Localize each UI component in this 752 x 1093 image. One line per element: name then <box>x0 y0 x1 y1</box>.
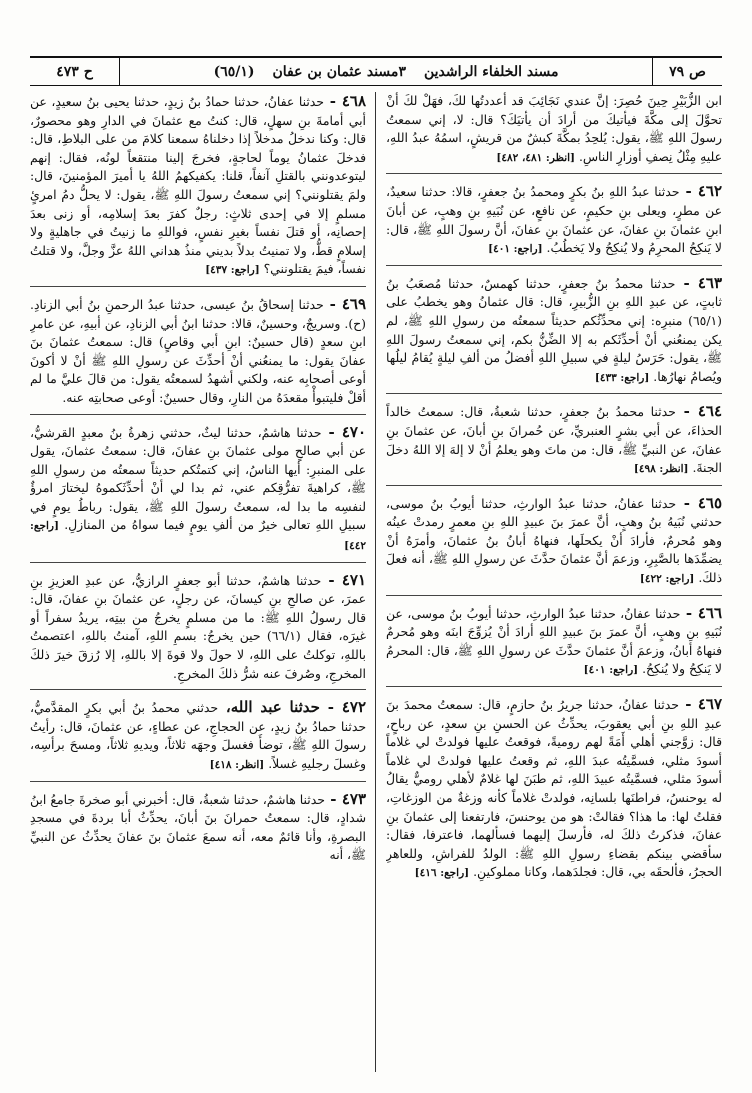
hadith-number: ٤٧٣ - <box>324 789 366 808</box>
hadith-number: ٤٧١ - <box>321 570 366 589</box>
cross-reference: [راجع: ٤٠١] <box>488 243 543 256</box>
hadith-number: ٤٦٥ - <box>676 493 722 512</box>
hadith-lead: حدثنا عبد الله، <box>218 698 320 717</box>
hadith-text: حدثنا هاشمٌ، حدثنا شعبةُ، قال: أخبرني أبو صخرةَ جامعُ ابنُ شدادٍ، قال: سمعتُ حمرانَ بنَ أبانَ، يحدِّثُ أبا بردةَ في مسجدِ البصرةِ، وأنا قائمٌ معه، أنه سمعَ عثمانَ بنَ عفانَ يحدِّثُ عن النبيِّ ﷺ، أنه <box>30 791 366 863</box>
hadith-separator <box>30 781 366 782</box>
hadith-separator <box>386 686 722 687</box>
hadith-number: ٤٦٩ - <box>323 294 366 313</box>
hadith-number: ٤٦٨ - <box>323 92 366 110</box>
hadith-number: ٤٦٤ - <box>675 402 722 421</box>
left-column <box>30 92 366 1077</box>
hadith-entry <box>30 790 366 865</box>
hadith-number: ٤٦٢ - <box>679 182 722 201</box>
hadith-entry <box>386 402 722 478</box>
hadith-text: حدثني محمدُ بنُ أبي بكرٍ المقدَّميُّ، حدثنا حمادُ بنُ زيدٍ، عن الحجاجِ، عن عطاءٍ، عن عثمانَ، قال: رأيتُ رسولَ اللهِ ﷺ، توضأَ فغسلَ وجهَه ثلاثاً، ويديهِ ثلاثاً، ومسحَ برأسِه، وغسلَ رجليهِ غسلاً. <box>30 700 366 771</box>
hadith-entry <box>30 571 366 684</box>
hadith-text: حدثنا عفانُ، حدثنا حمادُ بنُ زيدٍ، حدثنا يحيى بنُ سعيدٍ، عن أبي أمامةَ بنِ سهلٍ، قال: كنتُ مع عثمانَ في الدارِ وهو محصورٌ، قال: وكنا ندخلُ مدخلاً إذا دخلناهُ سمعنا كلامَ من على البلاطِ، قال: فدخلَ عثمانُ يوماً لحاجةٍ، فخرجَ إلينا منتقعاً لونُه، فقال: إنهم ليتوعدونني بالقتلِ آنفاً، قلنا: يكفيكهمُ اللهُ يا أميرَ المؤمنينَ، قال: ولمَ يقتلونني؟ إني سمعتُ رسولَ اللهِ ﷺ، يقول: لا يحلُّ دمُ امرئٍ مسلمٍ إلا في إحدى ثلاثٍ: رجلٌ كفرَ بعدَ إسلامِه، أو زنى بعدَ إحصانِه، أو قتلَ نفساً بغيرِ نفسٍ، فواللهِ ما زنيتُ في جاهليةٍ ولا إسلامٍ قطُّ، ولا تمنيتُ بدلاً بديني منذُ هداني اللهُ عزَّ وجلَّ، ولا قتلتُ نفساً، فيمَ يقتلونني؟ <box>30 94 366 277</box>
hadith-text: ابن الزُّبَيْرِ حِينَ حُصِرَ: إنَّ عندي نَجَائِبَ قد أعددتُها لكَ، فهَلْ لكَ أنْ تحوَّلَ إلى مكَّةَ فيأتيكَ من أرادَ أن يأتيَكَ؟ قال: لا، إني سمعتُ رسولَ اللهِ ﷺ، يقول: يُلحِدُ بمكَّةَ كبشٌ من قريشٍ، اسمُهُ عبدُ اللهِ، عليهِ مِثْلُ نِصفِ أوزارِ الناسِ. <box>386 93 722 164</box>
hadith-text: حدثنا هاشمٌ، حدثنا أبو جعفرٍ الرازيُّ، عن عبدِ العزيزِ بنِ عمرَ، عن صالحِ بنِ كيسانَ، عن رجلٍ، عن عثمانَ بنِ عفانَ، قال: قال رسولُ اللهِ ﷺ: ما من مسلمٍ يخرجُ من بيتِه، يريدُ سفراً أو غيرَه، فقال (٦٦/١) حين يخرجُ: بسمِ اللهِ، آمنتُ باللهِ، اعتصمتُ باللهِ، توكلتُ على اللهِ، لا حولَ ولا قوةَ إلا باللهِ، إلا رُزقَ خيرَ ذلكَ المخرجِ، وصُرفَ عنه شرُّ ذلكَ المخرجِ. <box>30 572 366 681</box>
cross-reference: [انظر: ٤٩٨] <box>633 463 689 476</box>
running-title <box>120 64 652 80</box>
cross-reference: [انظر: ٤٨١، ٤٨٢] <box>496 151 576 164</box>
hadith-entry <box>386 274 722 388</box>
hadith-separator <box>386 265 722 266</box>
hadith-text: حدثنا إسحاقُ بنُ عيسى، حدثنا عبدُ الرحمنِ بنُ أبي الزنادِ. (ح). وسريجٌ، وحسينٌ، قالا: حدثنا ابنُ أبي الزنادِ، عن أبيهِ، عن عامرِ ابنِ سعدٍ (قال حسينٌ: ابنِ أبي وقاصٍ) قال: سمعتُ عثمانَ بنَ عفانَ يقول: ما يمنعُني أنْ أحدِّثَ عن رسولِ اللهِ ﷺ أنْ لا أكونَ أوعى أصحابِه عنه، ولكني أشهدُ لسمعتُه يقول: من قالَ عليَّ ما لم أقلْ فليتبوأْ مقعدَهُ من النارِ، وقال حسينٌ: أوعى صحابتِه عنه. <box>30 296 366 405</box>
hadith-entry <box>30 295 366 408</box>
cross-reference: [راجع: ٤٣٧] <box>205 264 260 277</box>
hadith-entry <box>30 698 366 774</box>
hadith-entry <box>30 92 366 280</box>
hadith-text: حدثنا عبدُ اللهِ بنُ بكرٍ ومحمدُ بنُ جعفرٍ، قالا: حدثنا سعيدٌ، عن مطرٍ، ويعلى بنِ حكيمٍ، عن نافعٍ، عن نُبَيهِ بنِ وهبٍ، عن أبانَ ابنِ عثمانَ بنِ عفانَ، عن عثمانَ بنِ عفانَ، أنَّ رسولَ اللهِ ﷺ، قال: لا يَنكِحُ المحرِمُ ولا يُنكِحُ ولا يَخطُبُ. <box>386 184 722 256</box>
cross-reference: [راجع: ٤٢٢] <box>639 573 695 586</box>
hadith-entry <box>386 182 722 258</box>
hadith-number: ٤٦٧ - <box>678 695 722 714</box>
column-divider <box>375 92 376 1072</box>
cross-reference: [انظر: ٤١٨] <box>209 759 265 771</box>
volume-ref: (٦٥/١) <box>213 63 255 80</box>
hadith-text: حدثنا محمدُ بنُ جعفرٍ، حدثنا شعبةُ، قال: سمعتُ خالداً الحذاءَ، عن أبي بشرٍ العنبريِّ، عن حُمرانَ بنِ أبانَ، عن عثمانَ بنِ عفانَ، عن النبيِّ ﷺ، قال: من ماتَ وهو يعلمُ أنْ لا إلهَ إلا اللهُ دخلَ الجنةَ. <box>386 404 722 476</box>
hadith-text: حدثنا هاشمٌ، حدثنا ليثٌ، حدثني زهرةُ بنُ معبدٍ القرشيُّ، عن أبي صالحٍ مولى عثمانَ بنِ عفانَ، قال: سمعتُ عثمانَ، يقول على المنبرِ: أيها الناسُ، إني كتمتُكم حديثاً سمعتُه من رسولِ اللهِ ﷺ، كراهيةَ تفرُّقِكم عني، ثم بدا لي أنْ أحدِّثَكموهُ ليختارَ امرؤٌ لنفسِه ما بدا له، سمعتُ رسولَ اللهِ ﷺ، يقول: رباطُ يومٍ في سبيلِ اللهِ تعالى خيرٌ من ألفِ يومٍ فيما سواهُ من المنازلِ. <box>30 424 366 533</box>
hadith-separator <box>30 689 366 690</box>
hadith-separator <box>386 173 722 174</box>
hadith-separator <box>386 595 722 596</box>
cross-reference: [راجع: ٤٤٢] <box>30 520 366 553</box>
page-number: ص ٧٩ <box>652 58 722 85</box>
hadith-separator <box>386 393 722 394</box>
hadith-text: حدثنا عفانُ، حدثنا عبدُ الوارثِ، حدثنا أيوبُ بنُ موسى، حدثني نُبَيهُ بنُ وهبٍ، أنَّ عمرَ بنَ عبيدِ اللهِ بنِ معمرٍ رمدتْ عينُه وهو مُحرمٌ، فأرادَ أنْ يكحلَها، فنهاهُ أبانُ بنُ عثمانَ، وأمرَهُ أنْ يضمِّدَها بالصَّبِرِ، وزعمَ أنَّ عثمانَ حدَّثَ عن رسولِ اللهِ ﷺ، أنه فعلَ ذلكَ. <box>386 495 722 586</box>
hadith-range-code: ح ٤٧٣ <box>30 58 120 85</box>
cross-reference: [راجع: ٤١٦] <box>414 867 470 880</box>
hadith-entry <box>386 695 722 883</box>
hadith-entry <box>386 92 722 167</box>
book-title: مسند الخلفاء الراشدين <box>423 63 559 80</box>
running-header <box>30 56 722 86</box>
hadith-separator <box>386 485 722 486</box>
hadith-number: ٤٧٢ - <box>319 698 366 717</box>
hadith-text: حدثنا عفانُ، حدثنا عبدُ الوارثِ، حدثنا أيوبُ بنُ موسى، عن نُبَيهِ بنِ وهبٍ، أنَّ عمرَ بنَ عبيدِ اللهِ أرادَ أنْ يُزوِّجَ ابنَه وهو مُحرمٌ فنهاهُ أبانُ، وزعمَ أنَّ عثمانَ حدَّثَ عن رسولِ اللهِ ﷺ، قال: المحرمُ لا يَنكِحُ ولا يُنكِحُ. <box>386 605 722 677</box>
hadith-number: ٤٦٣ - <box>675 273 722 292</box>
hadith-separator <box>30 562 366 563</box>
hadith-entry <box>386 494 722 589</box>
hadith-entry <box>386 604 722 680</box>
hadith-number: ٤٦٦ - <box>680 603 722 622</box>
hadith-number: ٤٧٠ - <box>321 422 366 441</box>
cross-reference: [راجع: ٤٣٣] <box>594 371 650 384</box>
hadith-text: حدثنا محمدُ بنُ جعفرٍ، حدثنا كهمسٌ، حدثنا مُصعَبُ بنُ ثابتٍ، عن عبدِ اللهِ بنِ الزُّبيرِ، قال: قال عثمانُ وهو يخطبُ على (٦٥/١) منبرِه: إني محدِّثُكم حديثاً سمعتُه من رسولِ اللهِ ﷺ، لم يكن يمنعُني أنْ أحدِّثَكم به إلا الضِّنُّ بكم، إني سمعتُ رسولَ اللهِ ﷺ، يقول: حَرَسُ ليلةٍ في سبيلِ اللهِ أفضلُ من ألفِ ليلةٍ يُقامُ ليلُها ويُصامُ نهارُها. <box>386 275 722 384</box>
hadith-separator <box>30 414 366 415</box>
hadith-entry <box>30 423 366 556</box>
hadith-separator <box>30 286 366 287</box>
section-title: ٣مسند عثمان بن عفان <box>272 63 406 80</box>
cross-reference: [راجع: ٤٠١] <box>583 664 639 677</box>
right-column <box>386 92 722 1077</box>
hadith-text: حدثنا عفانُ، حدثنا جريرُ بنُ حازمٍ، قال: سمعتُ محمدَ بنَ عبدِ اللهِ بنِ أبي يعقوبَ، يحدِّثُ عن الحسنِ بنِ سعدٍ، عن رباحٍ، قال: زوَّجني أهلي أَمَةً لهم روميةً، فوقعتُ عليها فولدتْ لي غلاماً أسودَ مثلي، فسمَّيتُه عبدَ اللهِ، ثم وقعتُ عليها فولدتْ لي غلاماً أسودَ مثلي، فسمَّيتُه عبيدَ اللهِ، ثم طبَنَ لها غلامٌ لأهلي روميٌّ يقالُ له يوحنسُ، فراطنَها بلسانِه، فولدتْ غلاماً كأنه وزغةٌ من الوزغاتِ، فقلتُ لها: ما هذا؟ فقالتْ: هو من يوحنسَ، فارتفعنا إلى عثمانَ بنِ عفانَ، فذكرتُ ذلكَ له، فأرسلَ إليهما فسألهما، فاعترفا، فقال: سأقضي بينكم بقضاءِ رسولِ اللهِ ﷺ: الولدُ للفراشِ، وللعاهرِ الحجرُ، فألحقَه بي، قال: فجلدَهما، وكانا مملوكينِ. <box>386 697 722 880</box>
